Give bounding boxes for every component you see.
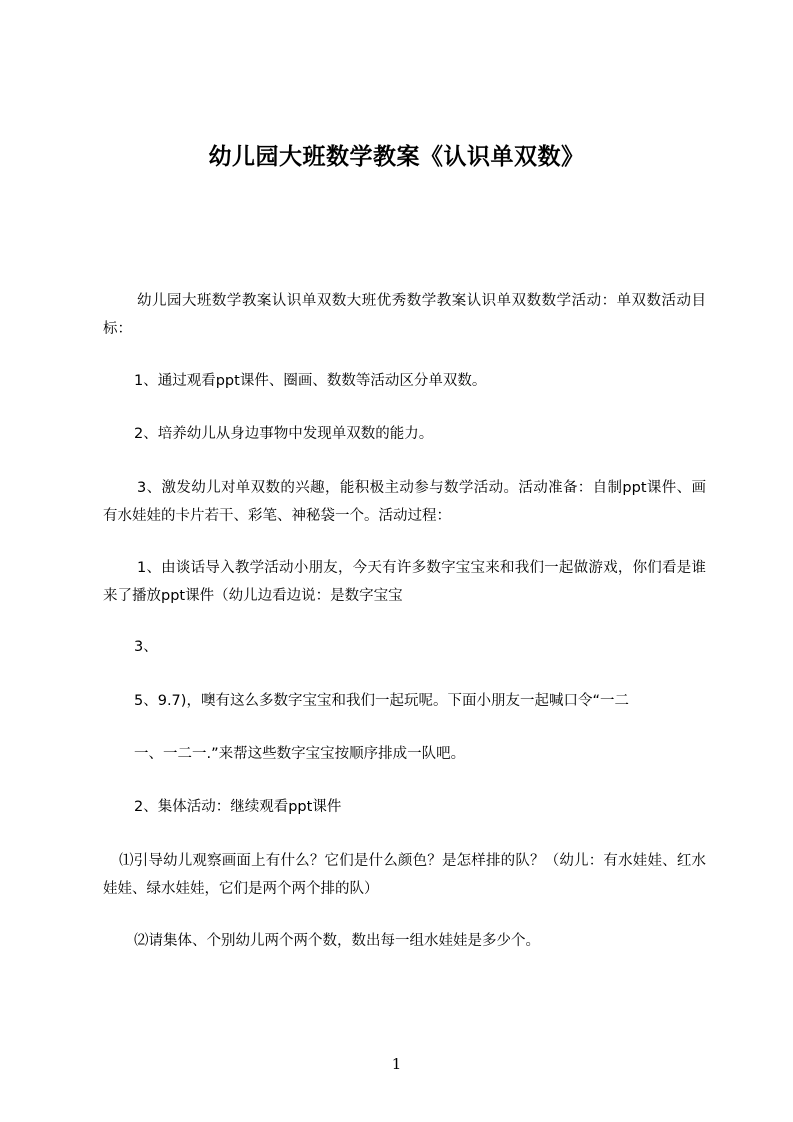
paragraph-step-1: ⑴引导幼儿观察画面上有什么？它们是什么颜色？是怎样排的队？（幼儿：有水娃娃、红水娃娃、绿水娃娃，它们是两个两个排的队）: [103, 853, 706, 897]
paragraph-process-2: 2、集体活动：继续观看ppt课件: [134, 799, 342, 815]
paragraph-goal-3: 3、激发幼儿对单双数的兴趣，能积极主动参与数学活动。活动准备：自制ppt课件、画有水娃娃的卡片若干、彩笔、神秘袋一个。活动过程：: [103, 480, 706, 524]
paragraph-step-2: ⑵请集体、个别幼儿两个两个数，数出每一组水娃娃是多少个。: [134, 933, 540, 949]
paragraph-intro: 幼儿园大班数学教案认识单双数大班优秀数学教案认识单双数数学活动：单双数活动目标：: [103, 293, 706, 337]
page-number: 1: [391, 1055, 402, 1073]
paragraph-chant: 一、一二一.”来帮这些数字宝宝按顺序排成一队吧。: [134, 746, 466, 762]
document-title: 幼儿园大班数学教案《认识单双数》: [208, 144, 585, 170]
paragraph-fragment-3: 3、: [134, 639, 158, 655]
paragraph-fragment-5: 5、9.7)，噢有这么多数字宝宝和我们一起玩呢。下面小朋友一起喊口令“一二: [134, 693, 629, 709]
paragraph-goal-1: 1、通过观看ppt课件、圈画、数数等活动区分单双数。: [134, 373, 487, 389]
paragraph-goal-2: 2、培养幼儿从身边事物中发现单双数的能力。: [134, 426, 434, 442]
paragraph-process-1: 1、由谈话导入教学活动小朋友，今天有许多数字宝宝来和我们一起做游戏，你们看是谁来了播放ppt课件（幼儿边看边说：是数字宝宝: [103, 560, 706, 604]
